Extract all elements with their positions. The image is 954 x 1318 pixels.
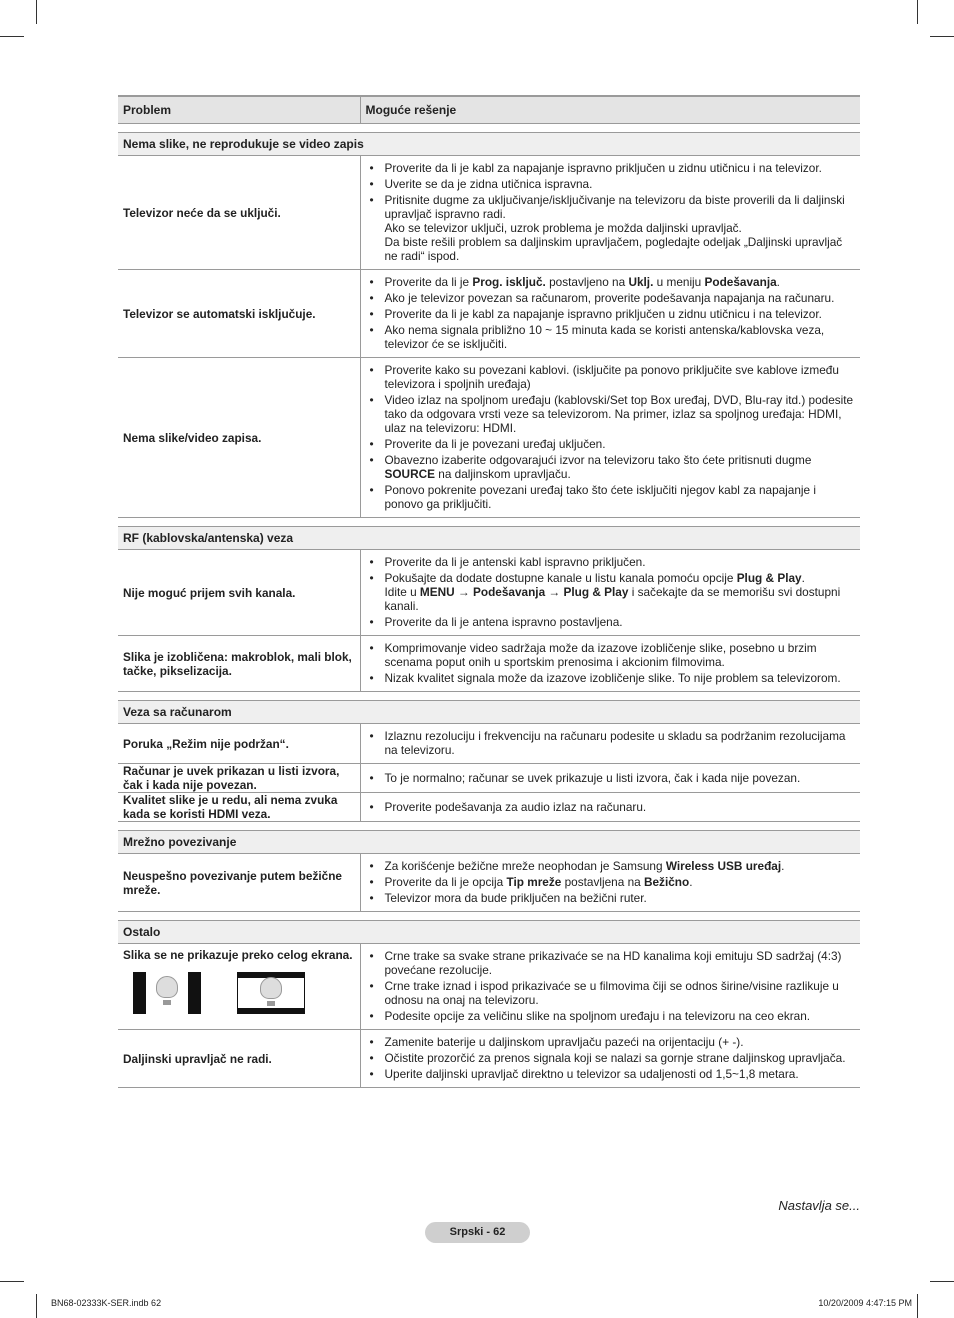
- problem-cell: [118, 1030, 360, 1088]
- solution-item: • Nizak kvalitet signala može da izazove izobličenje slike. To nije problem sa televizorom.: [367, 671, 856, 685]
- solution-list: [367, 949, 856, 1023]
- solution-item: • Proverite da li je kabl za napajanje ispravno priključen u zidnu utičnicu i na televizor.: [367, 161, 856, 175]
- section-spacer: [118, 124, 860, 133]
- solution-list: [367, 641, 856, 685]
- problem-text: Slika se ne prikazuje preko celog ekrana.: [123, 948, 353, 962]
- crop-mark: [36, 1294, 37, 1318]
- solution-cell: [360, 156, 860, 270]
- problem-text: Nije moguć prijem svih kanala.: [123, 585, 296, 600]
- solution-item: • Televizor mora da bude priključen na bežični ruter.: [367, 891, 856, 905]
- table-row: [118, 724, 860, 764]
- solution-cell: [360, 724, 860, 764]
- table-row: [118, 764, 860, 793]
- problem-cell: [118, 944, 360, 1030]
- solution-cell: [360, 764, 860, 793]
- crop-mark: [930, 1281, 954, 1282]
- footer-file: BN68-02333K-SER.indb 62: [51, 1298, 162, 1308]
- solution-item: • Ponovo pokrenite povezani uređaj tako što ćete isključiti njegov kabl za napajanje i ponovo ga priključiti.: [367, 483, 856, 511]
- problem-cell: [118, 724, 360, 764]
- section-header: [118, 921, 860, 944]
- solution-item: • Komprimovanje video sadržaja može da izazove izobličenje slike, posebno u brzim scenama poput onih u sportskim prenosima i akcionim filmovima.: [367, 641, 856, 669]
- solution-list: [367, 800, 856, 814]
- solution-item: • Uverite se da je zidna utičnica ispravna.: [367, 177, 856, 191]
- solution-list: [367, 275, 856, 351]
- solution-item: • Crne trake sa svake strane prikazivaće se na HD kanalima koji emituju SD sadržaj (4:3) povećane rezolucije.: [367, 949, 856, 977]
- problem-cell: [118, 764, 360, 793]
- footer-timestamp: 10/20/2009 4:47:15 PM: [818, 1298, 912, 1308]
- solution-list: [367, 859, 856, 905]
- problem-cell: [118, 636, 360, 692]
- section-title: Mrežno povezivanje: [118, 831, 860, 854]
- table-row: [118, 270, 860, 358]
- problem-text: Slika je izobličena: makroblok, mali blok, tačke, pikselizacija.: [123, 649, 352, 678]
- solution-item: • Proverite da li je povezani uređaj uključen.: [367, 437, 856, 451]
- solution-item: • Izlaznu rezoluciju i frekvenciju na računaru podesite u skladu sa podržanim rezolucijama na televizoru.: [367, 729, 856, 757]
- problem-text: Računar je uvek prikazan u listi izvora, čak i kada nije povezan.: [123, 764, 340, 792]
- header-problem: Problem: [118, 96, 360, 124]
- solution-item: • Proverite da li je Prog. isključ. postavljeno na Uklj. u meniju Podešavanja.: [367, 275, 856, 289]
- solution-list: [367, 771, 856, 785]
- solution-list: [367, 555, 856, 629]
- solution-item: • Ako je televizor povezan sa računarom, proverite podešavanja napajanja na računaru.: [367, 291, 856, 305]
- table-row: [118, 944, 860, 1030]
- table-row: [118, 854, 860, 912]
- section-title: Ostalo: [118, 921, 860, 944]
- page-number-badge: Srpski - 62: [425, 1222, 530, 1243]
- solution-item: • Proverite da li je opcija Tip mreže postavljena na Bežično.: [367, 875, 856, 889]
- header-solution: Moguće rešenje: [360, 96, 860, 124]
- problem-cell: [118, 550, 360, 636]
- section-spacer: [118, 518, 860, 527]
- solution-item: • Zamenite baterije u daljinskom upravljaču pazeći na orijentaciju (+ -).: [367, 1035, 856, 1049]
- aspect-ratio-examples: [123, 972, 355, 1014]
- problem-cell: [118, 854, 360, 912]
- crop-mark: [917, 1294, 918, 1318]
- problem-cell: [118, 156, 360, 270]
- balloon-icon: [260, 977, 282, 999]
- solution-cell: [360, 854, 860, 912]
- solution-item: • Proverite da li je kabl za napajanje ispravno priključen u zidnu utičnicu i na televizor.: [367, 307, 856, 321]
- problem-cell: [118, 270, 360, 358]
- table-body: [118, 124, 860, 1088]
- continue-note: Nastavlja se...: [778, 1198, 860, 1213]
- section-header: [118, 527, 860, 550]
- solution-item: • Pokušajte da dodate dostupne kanale u listu kanala pomoću opcije Plug & Play. Idite u MENU → Podešavanja → Plug & Play i sačekajte da se memorišu svi dostupni kanali.: [367, 571, 856, 613]
- section-header: [118, 133, 860, 156]
- solution-list: [367, 161, 856, 263]
- solution-list: [367, 363, 856, 511]
- table-row: [118, 1030, 860, 1088]
- solution-item: • Ako nema signala približno 10 ~ 15 minuta kada se koristi antenska/kablovska veza, televizor će se isključiti.: [367, 323, 856, 351]
- section-spacer: [118, 692, 860, 701]
- section-spacer: [118, 912, 860, 921]
- table-row: [118, 793, 860, 822]
- section-spacer: [118, 822, 860, 831]
- letterbox-tv-image: [237, 972, 305, 1014]
- solution-item: • Za korišćenje bežične mreže neophodan je Samsung Wireless USB uređaj.: [367, 859, 856, 873]
- problem-text: Poruka „Režim nije podržan“.: [123, 736, 289, 751]
- problem-cell: [118, 358, 360, 518]
- solution-cell: [360, 944, 860, 1030]
- solution-item: • Proverite kako su povezani kablovi. (isključite pa ponovo priključite sve kablove između televizora i spoljnih uređaja): [367, 363, 856, 391]
- problem-text: Nema slike/video zapisa.: [123, 430, 262, 445]
- problem-text: Neuspešno povezivanje putem bežične mreže.: [123, 868, 342, 897]
- table-row: [118, 550, 860, 636]
- solution-cell: [360, 793, 860, 822]
- section-title: Veza sa računarom: [118, 701, 860, 724]
- solution-item: • Proverite da li je antenski kabl ispravno priključen.: [367, 555, 856, 569]
- solution-cell: [360, 636, 860, 692]
- solution-item: • Očistite prozorčić za prenos signala koji se nalazi sa gornje strane daljinskog upravljača.: [367, 1051, 856, 1065]
- balloon-icon: [156, 976, 178, 998]
- problem-text: Televizor se automatski isključuje.: [123, 306, 316, 321]
- solution-item: • Pritisnite dugme za uključivanje/isključivanje na televizoru da biste proverili da li daljinski upravljač ispravno radi. Ako se televizor uključi, uzrok problema je možda daljinski upravljač. Da biste rešili problem sa daljinskim upravljačem, pogledajte odeljak „Daljinski upravljač ne radi“ ispod.: [367, 193, 856, 263]
- crop-mark: [0, 1281, 24, 1282]
- pillarbox-tv-image: [133, 972, 201, 1014]
- problem-text: Daljinski upravljač ne radi.: [123, 1051, 272, 1066]
- problem-cell: [118, 793, 360, 822]
- solution-list: [367, 1035, 856, 1081]
- crop-mark: [930, 36, 954, 37]
- solution-list: [367, 729, 856, 757]
- table-row: [118, 156, 860, 270]
- solution-item: • Obavezno izaberite odgovarajući izvor na televizoru tako što ćete pritisnuti dugme SOURCE na daljinskom upravljaču.: [367, 453, 856, 481]
- table-row: [118, 636, 860, 692]
- solution-item: • Video izlaz na spoljnom uređaju (kablovski/Set top Box uređaj, DVD, Blu-ray itd.) podesite tako da odgovara vrsti veze sa televizorom. Na primer, izlaz sa spoljnog uređaja: HDMI, ulaz na televizoru: HDMI.: [367, 393, 856, 435]
- crop-mark: [917, 0, 918, 24]
- section-header: [118, 701, 860, 724]
- section-header: [118, 831, 860, 854]
- solution-cell: [360, 550, 860, 636]
- solution-item: • Proverite da li je antena ispravno postavljena.: [367, 615, 856, 629]
- troubleshooting-table: [118, 95, 860, 1088]
- solution-item: • To je normalno; računar se uvek prikazuje u listi izvora, čak i kada nije povezan.: [367, 771, 856, 785]
- crop-mark: [0, 36, 24, 37]
- solution-item: • Uperite daljinski upravljač direktno u televizor sa udaljenosti od 1,5~1,8 metara.: [367, 1067, 856, 1081]
- solution-item: • Proverite podešavanja za audio izlaz na računaru.: [367, 800, 856, 814]
- solution-item: • Podesite opcije za veličinu slike na spoljnom uređaju i na televizoru na ceo ekran.: [367, 1009, 856, 1023]
- solution-item: • Crne trake iznad i ispod prikazivaće se u filmovima čiji se odnos širine/visine razlikuje u odnosu na onaj na televizoru.: [367, 979, 856, 1007]
- problem-text: Kvalitet slike je u redu, ali nema zvuka kada se koristi HDMI veza.: [123, 793, 338, 821]
- solution-cell: [360, 358, 860, 518]
- solution-cell: [360, 1030, 860, 1088]
- table-row: [118, 358, 860, 518]
- problem-text: Televizor neće da se uključi.: [123, 205, 281, 220]
- section-title: Nema slike, ne reprodukuje se video zapis: [118, 133, 860, 156]
- table-header: [118, 96, 860, 124]
- crop-mark: [36, 0, 37, 24]
- section-title: RF (kablovska/antenska) veza: [118, 527, 860, 550]
- solution-cell: [360, 270, 860, 358]
